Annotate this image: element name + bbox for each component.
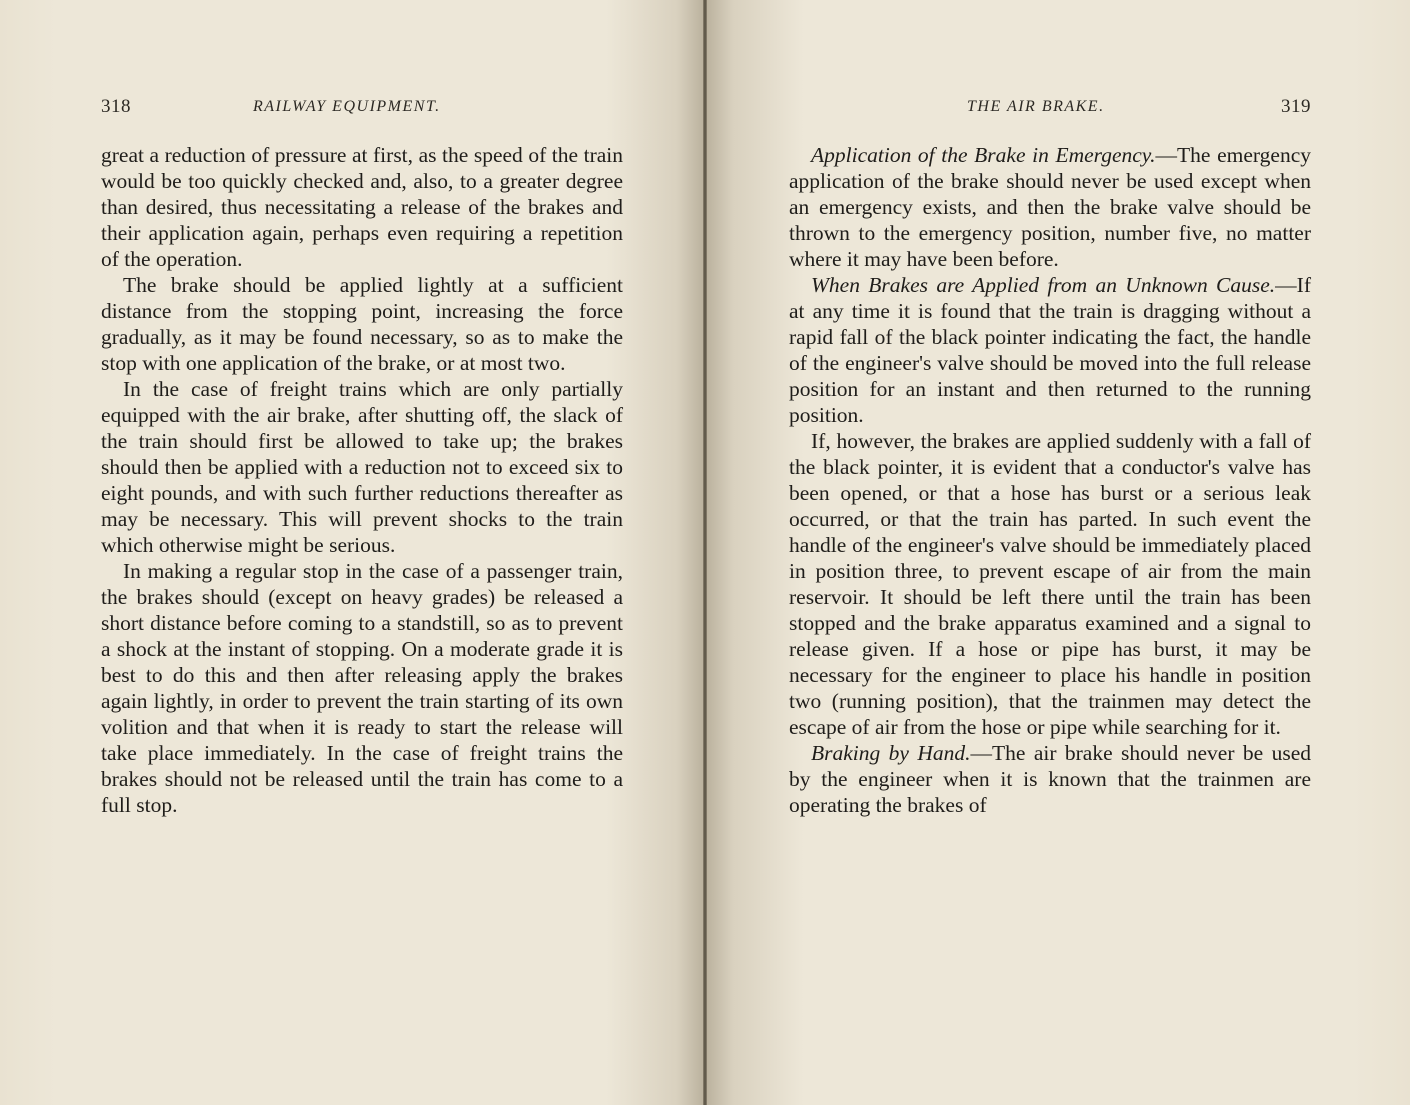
right-page-body	[789, 142, 1311, 818]
left-paragraph-1: great a reduction of pressure at first, as the speed of the train would be too quickly checked and, also, to a greater degree than desired, thus necessitating a release of the brakes and their application again, perhaps even requiring a repetition of the operation.	[101, 143, 623, 271]
right-paragraph-3-body: If, however, the brakes are applied suddenly with a fall of the black pointer, it is evident that a conductor's valve has been opened, or that a hose has burst or a serious leak occurred, or that the train has parted. In such event the handle of the engineer's valve should be immediately placed in position three, to prevent escape of air from the main reservoir. It should be left there until the train has been stopped and the brake apparatus examined and a signal to release given. If a hose or pipe has burst, it may be necessary for the engineer to place his handle in position two (running position), that the trainmen may detect the escape of air from the hose or pipe while searching for it.	[789, 429, 1311, 739]
section-heading-unknown-cause: When Brakes are Applied from an Unknown Cause.	[811, 273, 1276, 297]
right-paragraph-2	[789, 272, 1311, 428]
section-heading-emergency: Application of the Brake in Emergency.	[811, 143, 1156, 167]
left-page-number: 318	[101, 96, 131, 117]
left-running-head: RAILWAY EQUIPMENT.	[253, 98, 441, 115]
left-paragraph-4: In making a regular stop in the case of a passenger train, the brakes should (except on heavy grades) be released a short distance before coming to a standstill, so as to prevent a shock at the instant of stopping. On a moderate grade it is best to do this and then after releasing apply the brakes again lightly, in order to prevent the train starting of its own volition and that when it is ready to start the release will take place immediately. In the case of freight trains the brakes should not be released until the train has come to a full stop.	[101, 559, 623, 817]
right-page-header	[789, 96, 1311, 120]
right-paragraph-4	[789, 740, 1311, 818]
book-gutter	[703, 0, 707, 1105]
right-page	[705, 0, 1410, 1105]
left-page-header	[101, 96, 623, 120]
right-running-head: THE AIR BRAKE.	[967, 98, 1105, 115]
right-paragraph-4-body: —The air brake should never be used by the engineer when it is known that the trainmen are operating the brakes of	[789, 741, 1311, 817]
right-page-number: 319	[1281, 96, 1311, 117]
right-paragraph-1-body: —The emergency application of the brake should never be used except when an emergency exists, and then the brake valve should be thrown to the emergency position, number five, no matter where it may have been before.	[789, 143, 1311, 271]
section-heading-braking-by-hand: Braking by Hand.	[811, 741, 971, 765]
left-page-body	[101, 142, 623, 818]
right-paragraph-2-body: —If at any time it is found that the train is dragging without a rapid fall of the black pointer indicating the fact, the handle of the engineer's valve should be moved into the full release position for an instant and then returned to the running position.	[789, 273, 1311, 427]
left-paragraph-3: In the case of freight trains which are only partially equipped with the air brake, after shutting off, the slack of the train should first be allowed to take up; the brakes should then be applied with a reduction not to exceed six to eight pounds, and with such further reductions thereafter as may be necessary. This will prevent shocks to the train which otherwise might be serious.	[101, 377, 623, 557]
right-paragraph-1	[789, 142, 1311, 272]
left-paragraph-2: The brake should be applied lightly at a sufficient distance from the stopping point, increasing the force gradually, as it may be found necessary, so as to make the stop with one application of the brake, or at most two.	[101, 273, 623, 375]
right-paragraph-3	[789, 428, 1311, 740]
